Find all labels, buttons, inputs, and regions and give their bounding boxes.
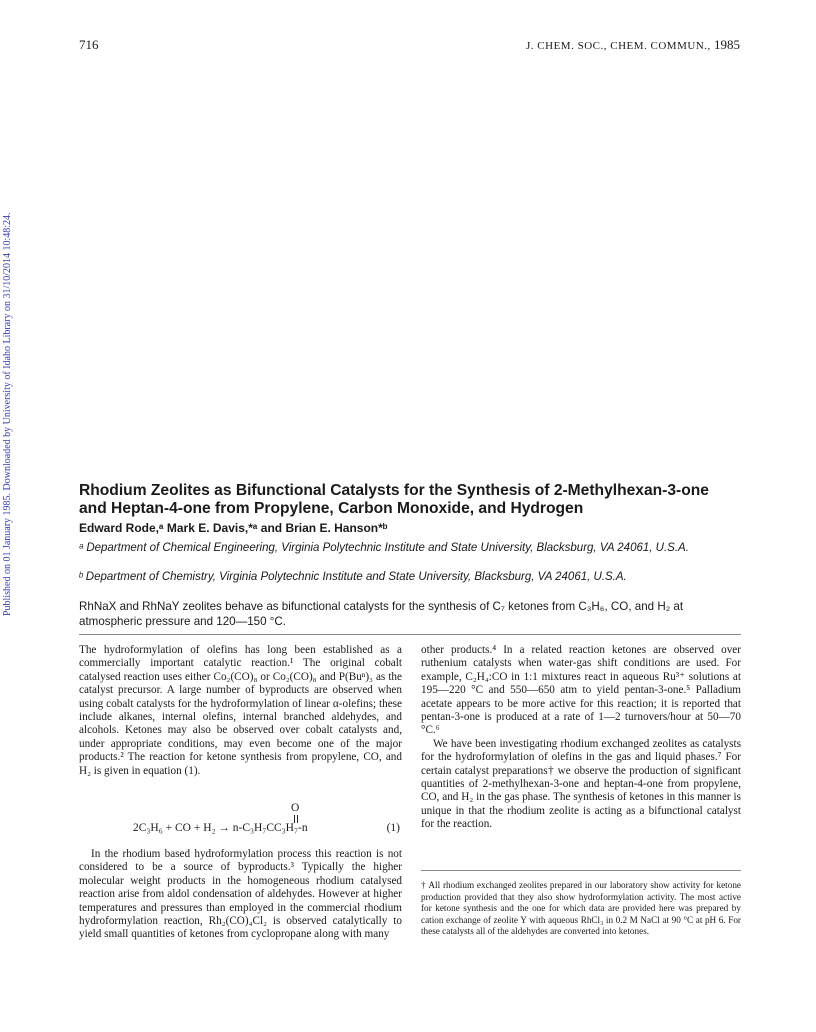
affiliation-b: ᵇ Department of Chemistry, Virginia Polytechnic Institute and State University, Blacksburg, VA 24061, U.S.A.: [79, 571, 627, 583]
footnote: † All rhodium exchanged zeolites prepared in our laboratory show activity for ketone production provided that they also show hydroformylation activity. The most active for ketone synthesis and the one for which data are provided here was prepared by cation exchange of zeolite Y with aqueous RhCl₃ in 0.2 M NaCl at 90 °C at pH 6. For these catalysts all of the aldehydes are converted into ketones.: [421, 880, 741, 937]
equation-carbonyl-oxygen: O: [291, 802, 300, 814]
footnote-divider: [421, 870, 741, 871]
paragraph-rhodium-process: In the rhodium based hydroformylation process this reaction is not considered to be a source of byproducts.³ Typically the higher molecular weight products in the homogeneous rhodium catalysed reaction arise from aldol condensation of aldehydes. However at higher temperatures and pressures than employed in the commercial rhodium hydroformylation reaction, Rh₂(CO)₄Cl₂ is observed catalytically to yield small quantities of ketones from cyclopropane along with many: [79, 848, 402, 941]
left-column-bottom: [79, 848, 402, 942]
article-title: [79, 482, 739, 518]
title-line-2: and Heptan-4-one from Propylene, Carbon Monoxide, and Hydrogen: [79, 500, 584, 517]
author-list: Edward Rode,ᵃ Mark E. Davis,*ᵃ and Brian E. Hanson*ᵇ: [79, 521, 388, 535]
right-column: [421, 644, 741, 832]
equation-number: (1): [386, 822, 400, 834]
journal-header: [526, 37, 740, 53]
abstract-divider: [79, 634, 741, 635]
download-stamp[interactable]: Published on 01 January 1985. Downloaded by University of Idaho Library on 31/10/2014 10:48:24.: [2, 212, 13, 616]
journal-year: 1985: [714, 37, 740, 52]
journal-name: J. CHEM. SOC., CHEM. COMMUN.,: [526, 40, 711, 52]
equation-1: [79, 802, 402, 842]
paragraph-zeolites: We have been investigating rhodium exchanged zeolites as catalysts for the hydroformylation of olefins in the gas and liquid phases.⁷ For certain catalyst preparations† we observe the production of significant quantities of 2-methylhexan-3-one and heptan-4-one from propylene, CO, and H₂ in the gas phase. The synthesis of ketones in this manner is unique in that the rhodium zeolite is acting as a bifunctional catalyst for the reaction.: [421, 737, 741, 831]
page-number: 716: [79, 37, 99, 52]
paragraph-intro: The hydroformylation of olefins has long been established as a commercially important catalytic reaction.¹ The original cobalt catalysed reaction uses either Co₂(CO)₈ or Co₂(CO)₈ and P(Buⁿ)₃ as the catalyst precursor. A large number of byproducts are observed when using cobalt catalysts for the hydroformylation of linear α-olefins; these include alkanes, internal olefins, internal branched aldehydes, and alcohols. Ketones may also be observed over cobalt catalysts and, under appropriate conditions, may even become one of the major products.² The reaction for ketone synthesis from propylene, CO, and H₂ is given in equation (1).: [79, 644, 402, 777]
paragraph-ruthenium: other products.⁴ In a related reaction ketones are observed over ruthenium catalysts when water-gas shift conditions are used. For example, C₂H₄:CO in 1:1 mixtures react in aqueous Ru³⁺ solutions at 195—220 °C and 550—650 atm to yield pentan-3-one.⁵ Palladium acetate appears to be more active for this reaction; it is reported that pentan-3-one is produced at a rate of 1—2 turnovers/hour at 50—70 °C.⁶: [421, 644, 741, 737]
equation-expression: 2C₃H₆ + CO + H₂ → n-C₃H₇CC₃H₇-n: [133, 822, 308, 834]
affiliation-a: ᵃ Department of Chemical Engineering, Virginia Polytechnic Institute and State University, Blacksburg, VA 24061, U.S.A.: [79, 542, 689, 554]
abstract: RhNaX and RhNaY zeolites behave as bifunctional catalysts for the synthesis of C₇ ketones from C₃H₆, CO, and H₂ at atmospheric pressure and 120—150 °C.: [79, 600, 684, 628]
title-line-1: Rhodium Zeolites as Bifunctional Catalysts for the Synthesis of 2-Methylhexan-3-one: [79, 482, 709, 499]
left-column-top: [79, 644, 402, 778]
